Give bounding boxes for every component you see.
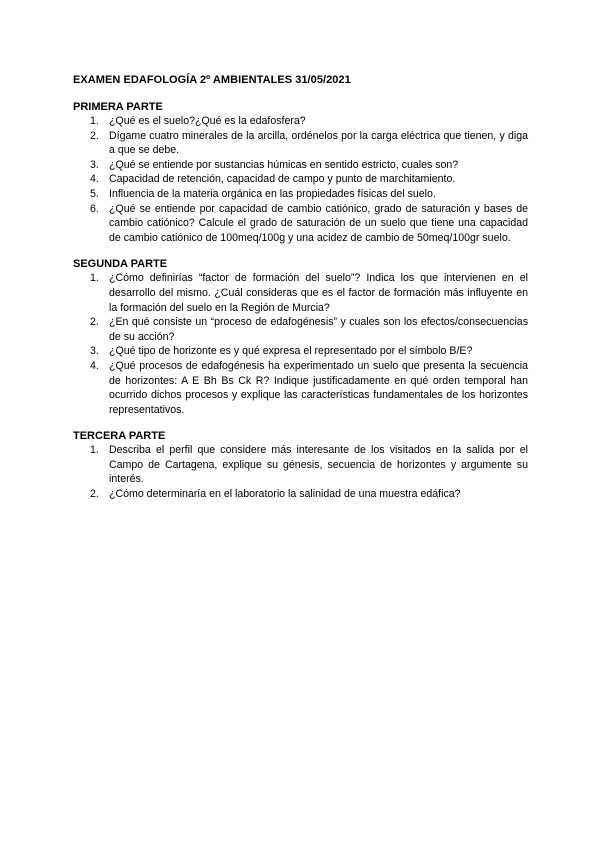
question-text: Describa el perfil que considere más interesante de los visitados en la salida por el Campo de Cartagena, explique su génesis, secuencia de horizontes y argumente su interés. <box>109 444 528 486</box>
question-text: ¿Qué es el suelo?¿Qué es la edafosfera? <box>109 115 306 127</box>
question-list <box>73 114 528 245</box>
question-text: ¿En qué consiste un “proceso de edafogénesis” y cuales son los efectos/consecuencias de su acción? <box>109 316 528 343</box>
question-item <box>73 172 528 187</box>
question-item <box>73 202 528 246</box>
question-number: 2. <box>90 316 99 329</box>
question-number: 4. <box>90 359 99 372</box>
question-item <box>73 315 528 344</box>
question-number: 1. <box>90 272 99 285</box>
section-title: SEGUNDA PARTE <box>73 258 168 271</box>
question-number: 5. <box>90 187 99 200</box>
question-text: ¿Qué se entiende por sustancias húmicas en sentido estricto, cuales son? <box>109 158 459 171</box>
question-number: 3. <box>90 158 99 171</box>
question-list <box>73 443 528 501</box>
document-title: EXAMEN EDAFOLOGÍA 2º AMBIENTALES 31/05/2021 <box>73 74 351 86</box>
question-item <box>73 487 528 502</box>
question-item <box>73 114 528 129</box>
question-text: ¿Qué tipo de horizonte es y qué expresa el representado por el símbolo B/E? <box>109 345 473 358</box>
question-number: 2. <box>90 488 99 501</box>
question-text: Capacidad de retención, capacidad de campo y punto de marchitamiento. <box>109 173 456 186</box>
question-number: 1. <box>90 115 99 127</box>
document-content <box>73 73 528 514</box>
question-text: Dígame cuatro minerales de la arcilla, ordénelos por la carga eléctrica que tienen, y diga a que se debe. <box>109 129 528 157</box>
question-item <box>73 271 528 315</box>
section-primera-parte <box>73 100 528 245</box>
question-item <box>73 158 528 173</box>
question-text: Influencia de la materia orgánica en las propiedades físicas del suelo. <box>109 187 436 200</box>
question-item <box>73 344 528 359</box>
question-number: 4. <box>90 173 99 186</box>
section-tercera-parte <box>73 429 528 501</box>
question-list <box>73 271 528 417</box>
question-item <box>73 129 528 158</box>
question-text: ¿Cómo determinaría en el laboratorio la salinidad de una muestra edáfica? <box>109 488 461 501</box>
question-text: ¿Qué se entiende por capacidad de cambio catiónico, grado de saturación y bases de cambio catiónico? Calcule el grado de saturación de un suelo que tiene una capacidad de cambio catiónico de 100meq/100g y una acidez de cambio de 50meq/100gr suelo. <box>109 202 528 244</box>
section-title: PRIMERA PARTE <box>73 101 163 113</box>
question-number: 2. <box>90 129 99 142</box>
question-number: 1. <box>90 444 99 457</box>
question-item <box>73 443 528 487</box>
question-text: ¿Cómo definirías “factor de formación del suelo”? Indica los que intervienen en el desarrollo del mismo. ¿Cuál consideras que es el factor de formación más influyente en la formación del suelo en la Región de Murcia? <box>109 272 528 314</box>
section-title: TERCERA PARTE <box>73 430 166 443</box>
question-item <box>73 359 528 417</box>
question-number: 6. <box>90 202 99 215</box>
question-item <box>73 187 528 202</box>
question-text: ¿Qué procesos de edafogénesis ha experimentado un suelo que presenta la secuencia de horizontes: A E Bh Bs Ck R? Indique justificadamente en qué orden temporal han ocurrido dichos procesos y explique las características fundamentales de los horizontes representativos. <box>109 359 528 416</box>
question-number: 3. <box>90 345 99 358</box>
section-segunda-parte <box>73 257 528 417</box>
